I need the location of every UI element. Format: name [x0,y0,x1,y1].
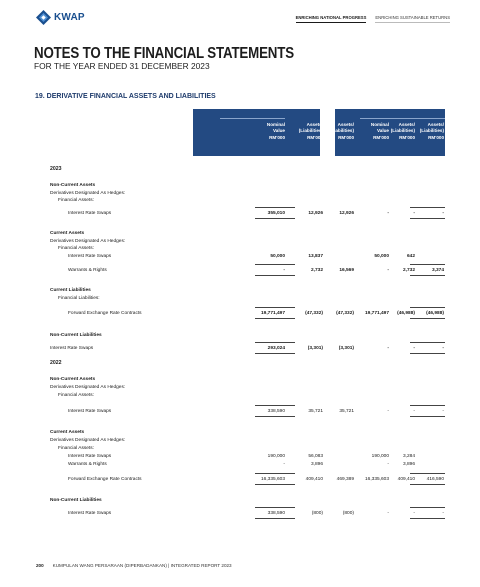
column-header-line: RM'000 [307,134,323,140]
table-row-label [0,384,480,392]
row-label: Financial Assets: [58,246,94,251]
table-row [0,253,480,261]
nav-enriching-national-progress[interactable]: ENRICHING NATIONAL PROGRESS [296,15,367,23]
column-header-3 [330,122,354,141]
cell-col-6: - [442,511,444,516]
kwap-underline [360,118,445,119]
row-label: Warrants & Rights [68,462,107,467]
table-row-label [0,497,480,505]
total-rule [255,507,295,508]
cell-col-6: 3,374 [431,268,444,273]
column-header-line: Value [376,128,389,134]
cell-col-4: 50,000 [374,254,389,259]
cell-col-3: 12,926 [339,211,354,216]
row-label: Current Liabilities [50,288,91,293]
column-header-6 [420,122,444,141]
column-header-2 [299,122,323,141]
cell-col-1: 50,000 [270,254,285,259]
column-header-1 [267,122,285,141]
cell-col-3: 35,721 [339,409,354,414]
row-label: Forward Exchange Rate Contracts [68,311,142,316]
column-header-4 [371,122,389,141]
total-rule [410,318,445,319]
page-title: NOTES TO THE FINANCIAL STATEMENTS [34,45,294,62]
page-footer [36,563,232,568]
column-header-line: Assets/ [306,122,323,127]
total-rule [410,416,445,417]
row-label: Interest Rate Swaps [68,409,112,414]
cell-col-2: (47,332) [305,311,323,316]
column-header-line: Assets/ [427,122,444,127]
cell-col-1: 190,000 [267,454,285,459]
cell-col-5: - [413,511,415,516]
cell-col-5: - [413,346,415,351]
column-header-line: Assets/ [398,122,415,127]
table-row-label [0,197,480,205]
row-label: Non-Current Liabilities [50,333,102,338]
nav-enriching-sustainable-returns[interactable]: ENRICHING SUSTAINABLE RETURNS [375,15,450,23]
total-rule [410,484,445,485]
cell-col-5: 409,410 [397,477,415,482]
cell-col-2: 409,410 [305,477,323,482]
cell-col-2: 35,721 [308,409,323,414]
total-rule [255,318,295,319]
cell-col-3: 469,389 [336,477,354,482]
cell-col-4: - [387,462,389,467]
footer-text: KUMPULAN WANG PERSARAAN (DIPERBADANKAN) | INTEGRATED REPORT 2023 [52,563,232,568]
cell-col-1: 19,771,497 [260,311,285,316]
table-row-label [0,437,480,445]
year-heading-2022: 2022 [50,360,62,366]
table-row-label [0,182,480,190]
cell-col-4: - [387,268,389,273]
column-header-line: (Liabilities) [419,128,444,134]
table-row [0,345,480,353]
table-row [0,453,480,461]
column-header-line: Nominal [266,122,285,127]
total-rule [255,405,295,406]
table-row [0,310,480,318]
cell-col-1: 355,010 [267,211,285,216]
column-header-line: (Liabilities) [329,128,354,134]
column-header-line: Nominal [370,122,389,127]
cell-col-3: (3,301) [338,346,354,351]
kwap-label: KWAP [383,4,397,9]
total-rule [410,507,445,508]
total-rule [410,307,445,308]
total-rule [410,473,445,474]
table-row-label [0,245,480,253]
logo-text: KWAP [54,12,85,23]
row-label: Non-Current Assets [50,377,96,382]
column-header-line: RM'000 [269,134,285,140]
column-header-line: Value [272,128,285,134]
total-rule [410,207,445,208]
cell-col-1: - [283,462,285,467]
cell-col-1: - [283,268,285,273]
total-rule [255,484,295,485]
cell-col-5: 2,732 [402,268,415,273]
cell-col-4: 16,335,603 [364,477,389,482]
row-label: Non-Current Liabilities [50,498,102,503]
row-label: Non-Current Assets [50,183,96,188]
cell-col-5: 3,284 [402,454,415,459]
cell-col-1: 338,590 [267,511,285,516]
table-row-label [0,230,480,238]
table-row [0,408,480,416]
total-rule [255,218,295,219]
total-rule [255,518,295,519]
cell-col-4: 190,000 [371,454,389,459]
row-label: Financial Assets: [58,446,94,451]
cell-col-5: - [413,211,415,216]
section-heading: 19. DERIVATIVE FINANCIAL ASSETS AND LIABILITIES [35,93,216,100]
table-row-label [0,295,480,303]
cell-col-2: 13,837 [308,254,323,259]
column-header-line: RM'000 [338,134,354,140]
table-row [0,267,480,275]
total-rule [410,518,445,519]
cell-col-4: - [387,511,389,516]
row-label: Interest Rate Swaps [68,254,112,259]
total-rule [255,307,295,308]
row-label: Forward Exchange Rate Contracts [68,477,142,482]
cell-col-6: - [442,346,444,351]
total-rule [255,207,295,208]
row-label: Interest Rate Swaps [50,346,94,351]
table-row-label [0,287,480,295]
cell-col-4: - [387,346,389,351]
row-label: Interest Rate Swaps [68,511,112,516]
cell-col-6: - [442,211,444,216]
table-row [0,461,480,469]
cell-col-3: (800) [342,511,354,516]
total-rule [255,473,295,474]
column-header-line: Assets/ [337,122,354,127]
top-navigation [296,15,450,23]
table-row-label [0,392,480,400]
cell-col-4: - [387,211,389,216]
cell-col-1: 16,335,603 [260,477,285,482]
cell-col-3: 16,569 [339,268,354,273]
cell-col-5: 642 [406,254,415,259]
cell-col-2: 56,083 [308,454,323,459]
total-rule [255,264,295,265]
column-header-line: RM'000 [373,134,389,140]
column-header-line: RM'000 [399,134,415,140]
page-subtitle: FOR THE YEAR ENDED 31 DECEMBER 2023 [34,61,210,71]
row-label: Current Assets [50,231,85,236]
column-header-line: (Liabilities) [298,128,323,134]
row-label: Derivatives Designated As Hedges: [50,385,126,390]
table-row-label [0,332,480,340]
row-label: Derivatives Designated As Hedges: [50,191,126,196]
cell-col-2: (800) [311,511,323,516]
total-rule [410,218,445,219]
row-label: Warrants & Rights [68,268,107,273]
row-label: Derivatives Designated As Hedges: [50,438,126,443]
group-label: Group [231,4,245,9]
total-rule [255,275,295,276]
year-heading-2023: 2023 [50,166,62,172]
cell-col-2: 2,732 [310,268,323,273]
cell-col-6: (46,988) [426,311,444,316]
cell-col-6: - [442,409,444,414]
column-header-line: (Liabilities) [390,128,415,134]
cell-col-5: (46,988) [397,311,415,316]
column-header-5 [391,122,415,141]
row-label: Interest Rate Swaps [68,454,112,459]
table-row-label [0,429,480,437]
cell-col-5: - [413,409,415,414]
row-label: Financial Assets: [58,198,94,203]
table-row [0,476,480,484]
total-rule [410,342,445,343]
total-rule [410,264,445,265]
cell-col-4: 19,771,497 [364,311,389,316]
table-row-label [0,445,480,453]
kwap-logo [36,10,85,25]
table-row [0,510,480,518]
total-rule [410,353,445,354]
row-label: Derivatives Designated As Hedges: [50,239,126,244]
table-row [0,210,480,218]
row-label: Financial Liabilities: [58,296,100,301]
total-rule [410,405,445,406]
group-underline [220,118,285,119]
page-number: 200 [36,563,44,568]
total-rule [410,275,445,276]
row-label: Current Assets [50,430,85,435]
kwap-logo-icon [36,10,51,25]
cell-col-5: 3,896 [402,462,415,467]
cell-col-2: (3,301) [307,346,323,351]
cell-col-1: 338,590 [267,409,285,414]
column-header-line: RM'000 [428,134,444,140]
cell-col-2: 12,926 [308,211,323,216]
row-label: Financial Assets: [58,393,94,398]
total-rule [255,342,295,343]
row-label: Interest Rate Swaps [68,211,112,216]
cell-col-6: 416,590 [426,477,444,482]
cell-col-1: 293,024 [267,346,285,351]
total-rule [255,353,295,354]
cell-col-3: (47,332) [336,311,354,316]
total-rule [255,416,295,417]
cell-col-4: - [387,409,389,414]
cell-col-2: 3,896 [310,462,323,467]
table-row-label [0,376,480,384]
